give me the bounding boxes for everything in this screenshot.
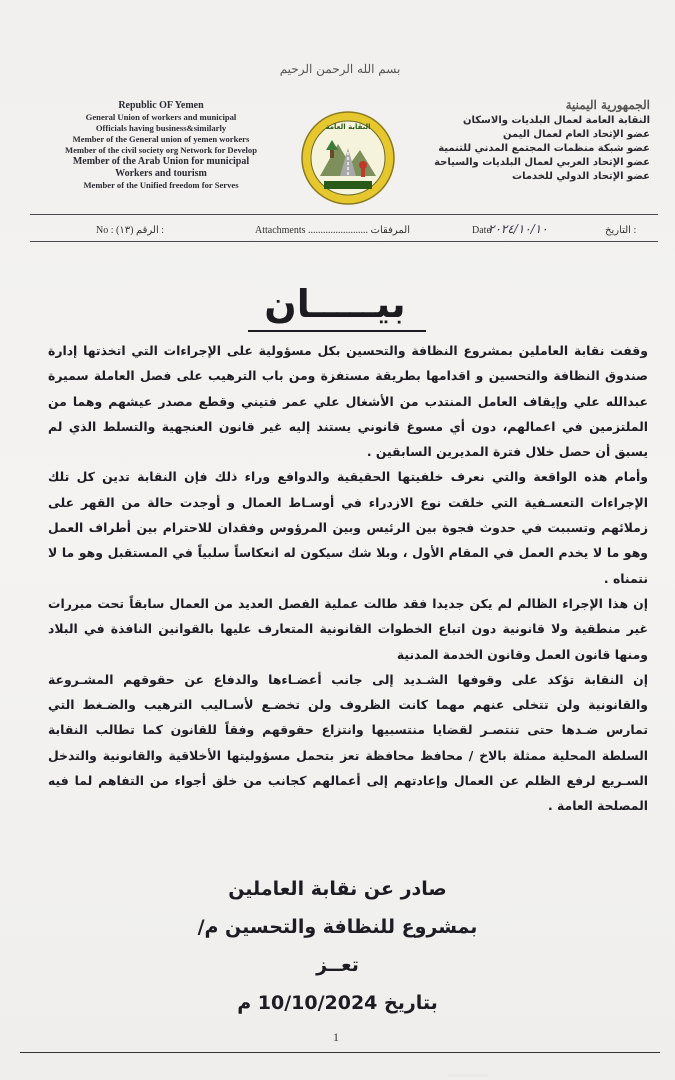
signature-line: صادر عن نقابة العاملين — [228, 878, 447, 900]
no-label: No : — [96, 225, 114, 236]
header-divider — [30, 214, 658, 215]
body-paragraph: وقفت نقابة العاملين بمشروع النظافة والتحسين بكل مسؤولية على الإجراءات التي اتخذتها إدارة صندوق النظافة والتحسين و اقدامها بطريقة مستفزة ومن باب الترهيب على فصل العاملة سميرة عبدالله علي وإيقاف العامل المنتدب من الأشغال علي عمر فتيني وقطع مصدر عيشهم وهما من الملتزمين في اعمالهم، دون أي مسوغ قانوني يستند إليه غير قانون العنجهية والتسلط الذي لم يسبق أن حصل خلال فترة المديرين السابقين . — [48, 343, 648, 460]
title-underline — [248, 330, 426, 332]
signature-block — [180, 870, 495, 1022]
attachments-field — [255, 225, 410, 236]
attachments-label-ar: المرفقات — [370, 225, 410, 236]
page-number: 1 — [333, 1030, 339, 1044]
letterhead-en-line: General Union of workers and municipal — [85, 112, 237, 122]
handwritten-date: ٢٠٢٤/١٠/١٠ — [488, 222, 548, 236]
logo-text: النقابة العامة — [325, 123, 371, 131]
arabic-letterhead — [415, 98, 650, 184]
statement-body — [48, 338, 648, 819]
footer-divider — [20, 1052, 660, 1053]
letterhead-en-line: Member of the Arab Union for municipal — [72, 156, 250, 167]
no-label-ar: الرقم : — [135, 225, 164, 236]
meta-divider — [30, 241, 658, 242]
letterhead-en-line: Member of the Unified freedom for Serves — [83, 180, 239, 190]
letterhead-ar-line: عضو شبكة منظمات المجتمع المدني للتنمية — [438, 143, 650, 154]
date-label: Date — [472, 225, 491, 236]
letterhead-ar-line: عضو الإتحاد الدولي للخدمات — [512, 171, 650, 182]
signature-date: بتاريخ 10/10/2024 م — [237, 992, 438, 1014]
letterhead-en-line: Republic OF Yemen — [118, 100, 204, 111]
union-logo-icon — [300, 110, 396, 206]
attachments-label: Attachments ........................ — [255, 225, 369, 236]
footer-mark — [448, 1074, 488, 1077]
bismillah-heading: بسم الله الرحمن الرحيم — [279, 62, 401, 76]
body-paragraph: وأمام هذه الواقعة والتي نعرف خلفيتها الحقيقية والدوافع وراء ذلك فإن النقابة تدين كل تلك الإجراءات التعسـفية التي خلقت نوع الازدراء في أوسـاط العمال و أوجدت حالة من القهر على زملائهم وتسببت في حدوث فجوة بين الرئيس وبين المرؤوس وفقدان للاحترام بين أطراف العمل وهو ما لا يخدم العمل في المقام الأول ، وبلا شك سيكون له انعكاساً سلبياً في المستقبل وهو ما لا نتمناه . — [48, 469, 648, 586]
letterhead-en-line: Member of the civil society org Network for Develop — [64, 145, 258, 155]
no-value: (١٣) — [116, 225, 134, 236]
body-paragraph: إن النقابة تؤكد على وقوفها الشـديد إلى جانب أعضـاءها والدفاع عن حقوقهم المشـروعة والقانونية ولن تتخلى عنهم مهما كانت الظروف ولن تخضـع لأسـاليب الترهيب والضـغط التي تمارس ضـدها حتى تنتصـر لقضايا منتسبيها وانتزاع حقوقهم وفقاً للقانون كما تطالب النقابة السلطة المحلية ممثلة بالاخ / محافظ محافظة تعز بتحمل مسؤوليتها الأخلاقية والقانونية والتدخل السـريع لرفع الظلم عن العمال وإعادتهم إلى أعمالهم كجانب من خلق أجواء من التفاهم لما فيه المصلحة العامة . — [48, 671, 648, 814]
letterhead-en-line: Member of the General union of yemen workers — [72, 134, 250, 144]
reference-number — [96, 225, 164, 236]
letterhead-en-line: Officials having business&similarly — [95, 123, 227, 133]
signature-line: بمشروع للنظافة والتحسين م/ تعــز — [197, 916, 478, 976]
body-paragraph: إن هذا الإجراء الظالم لم يكن جديدا فقد طالت عملية الفصل العديد من العمال سابقاً تحت مبررات غير منطقية ولا قانونية دون اتباع الخطوات القانونية المتعارف عليها بالقوانين النافذة في البلاد ومنها قانون العمل وقانون الخدمة المدنية — [48, 595, 648, 662]
letterhead-ar-line: النقابة العامة لعمال البلديات والاسكان — [462, 115, 650, 126]
english-letterhead — [42, 100, 280, 191]
letterhead-en-line: Workers and tourism — [115, 168, 207, 179]
date-label-ar: التاريخ : — [605, 225, 637, 236]
letterhead-ar-line: الجمهورية اليمنية — [565, 98, 650, 112]
letterhead-ar-line: عضو الإتحاد العربي لعمال البلديات والسياحة — [434, 157, 650, 168]
statement-title: بيـــــان — [264, 282, 406, 326]
letterhead-ar-line: عضو الإتحاد العام لعمال اليمن — [502, 129, 650, 140]
